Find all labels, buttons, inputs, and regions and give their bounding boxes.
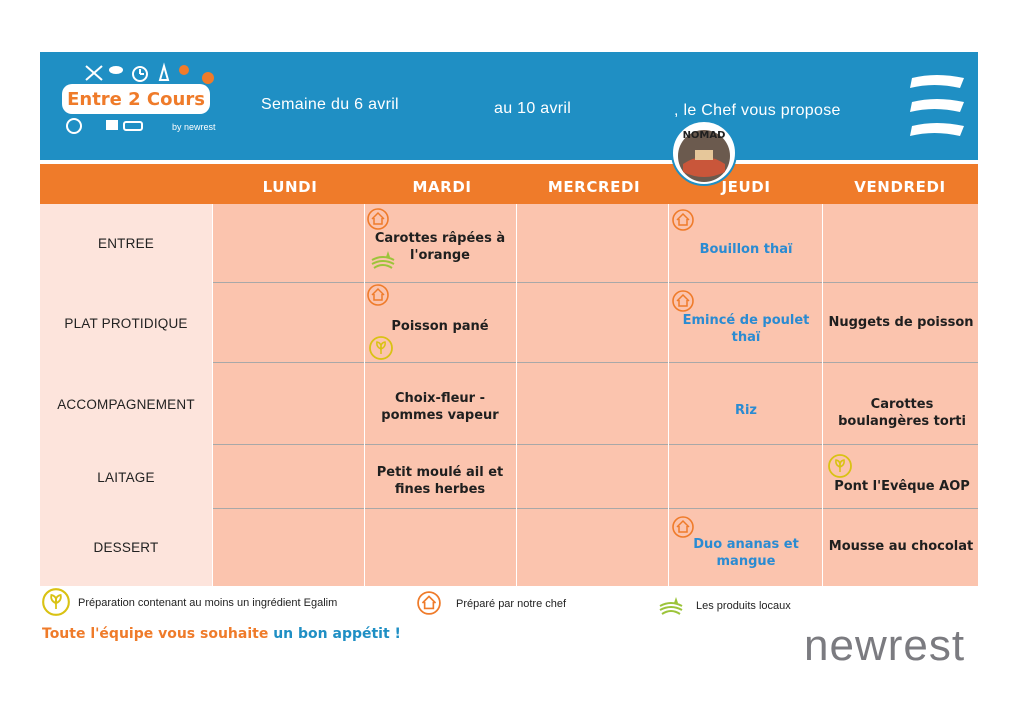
column-divider	[668, 204, 669, 586]
row-divider	[212, 444, 978, 445]
row-divider	[212, 508, 978, 509]
egalim-leaf-icon	[42, 588, 70, 616]
entre-2-cours-logo	[60, 60, 220, 140]
row-label-plat: PLAT PROTIDIQUE	[64, 316, 188, 331]
nomad-label: NOMAD	[682, 130, 726, 141]
local-products-icon	[658, 594, 684, 616]
day-wednesday: MERCREDI	[547, 178, 641, 196]
row-divider	[212, 282, 978, 283]
plat-mardi: Poisson pané	[391, 319, 489, 334]
laitage-vendredi: Pont l'Evêque AOP	[834, 479, 970, 494]
chef-house-icon	[367, 284, 389, 306]
legend-local-text: Les produits locaux	[696, 600, 791, 612]
day-monday: LUNDI	[262, 178, 318, 196]
chef-proposes-text: , le Chef vous propose	[674, 102, 841, 119]
message-part-1: Toute l'équipe vous souhaite	[42, 626, 274, 642]
day-friday: VENDREDI	[854, 178, 946, 196]
logo-subtitle: by newrest	[172, 122, 216, 132]
column-divider	[212, 204, 213, 586]
chef-house-icon	[367, 208, 389, 230]
nomad-theme-badge	[671, 120, 737, 186]
column-divider	[822, 204, 823, 586]
day-thursday: JEUDI	[721, 178, 771, 196]
row-divider	[212, 362, 978, 363]
row-label-laitage: LAITAGE	[97, 470, 155, 485]
bon-appetit-message	[42, 626, 401, 642]
local-products-icon	[370, 248, 396, 270]
legend-egalim-text: Préparation contenant au moins un ingrédient Egalim	[78, 597, 338, 609]
day-tuesday: MARDI	[412, 178, 472, 196]
newrest-brand-logo: newrest	[804, 621, 966, 670]
plat-jeudi: Emincé de poulet thaï	[682, 313, 810, 345]
accompagnement-jeudi: Riz	[734, 403, 758, 418]
column-divider	[516, 204, 517, 586]
entree-mardi: Carottes râpées à l'orange	[374, 231, 506, 263]
week-end-text: au 10 avril	[494, 100, 572, 117]
accompagnement-mardi: Choix-fleur - pommes vapeur	[381, 391, 499, 423]
week-start-text: Semaine du 6 avril	[261, 96, 399, 113]
chef-house-icon	[672, 516, 694, 538]
row-label-column	[40, 204, 212, 586]
row-label-entree: ENTREE	[98, 236, 154, 251]
chef-house-icon	[672, 209, 694, 231]
entree-jeudi: Bouillon thaï	[699, 242, 793, 257]
logo-title: Entre 2 Cours	[67, 89, 205, 110]
plat-vendredi: Nuggets de poisson	[828, 315, 974, 330]
menu-grid	[40, 204, 978, 586]
brand-stripes-icon	[906, 72, 966, 142]
egalim-leaf-icon	[828, 454, 852, 478]
legend-chef-text: Préparé par notre chef	[456, 598, 567, 610]
dessert-jeudi: Duo ananas et mangue	[693, 537, 799, 569]
chef-house-icon	[672, 290, 694, 312]
row-label-dessert: DESSERT	[93, 540, 159, 555]
message-part-2: un bon appétit !	[273, 626, 401, 642]
row-label-accompagnement: ACCOMPAGNEMENT	[57, 397, 195, 412]
egalim-leaf-icon	[369, 336, 393, 360]
dessert-vendredi: Mousse au chocolat	[828, 539, 974, 554]
menu-header	[40, 52, 978, 160]
accompagnement-vendredi: Carottes boulangères torti	[838, 397, 966, 429]
chef-house-icon	[417, 591, 441, 615]
laitage-mardi: Petit moulé ail et fines herbes	[376, 465, 504, 497]
